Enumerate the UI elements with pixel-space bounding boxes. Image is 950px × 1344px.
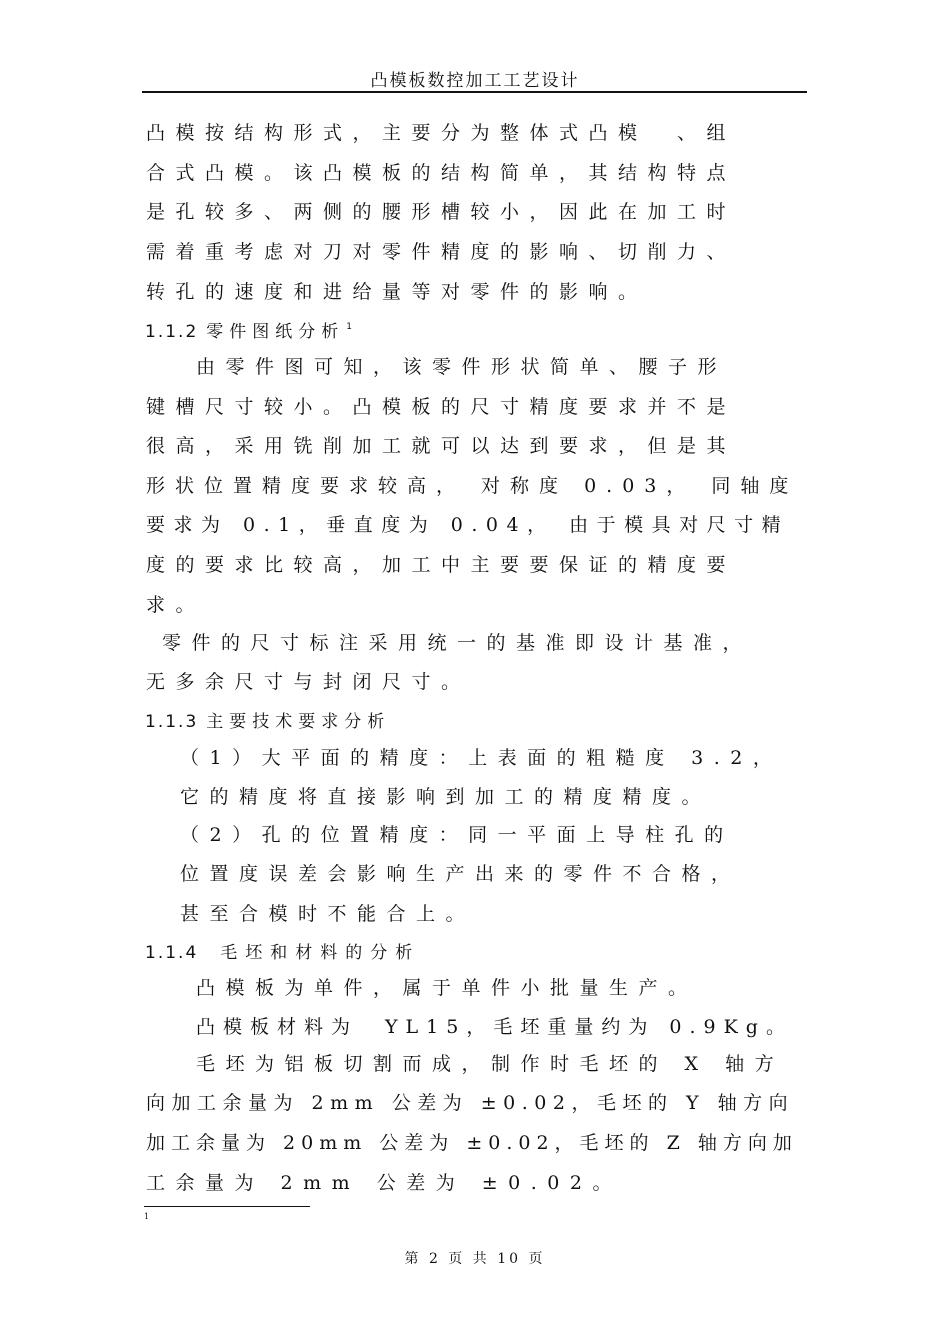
section-title: 零件图纸分析 (206, 322, 345, 342)
section-heading-1-1-3 (145, 707, 390, 732)
footnote-mark: 1 (144, 1212, 150, 1221)
body-line: 需着重考虑对刀对零件精度的影响、切削力、 (146, 241, 737, 263)
body-line: 无多余尺寸与封闭尺寸。 (146, 671, 471, 693)
body-line: 毛坯为铝板切割而成，制作时毛坯的 X 轴方 (196, 1053, 785, 1075)
body-line: 键槽尺寸较小。凸模板的尺寸精度要求并不是 (146, 396, 737, 418)
body-line: 求。 (146, 594, 206, 616)
body-line: 它的精度将直接影响到加工的精度精度。 (180, 786, 712, 808)
section-number: 1.1.3 (145, 712, 199, 732)
body-line: 加工余量为 20mm 公差为 ±0.02，毛坯的 Z 轴方向加 (146, 1132, 798, 1154)
section-title: 毛坯和材料的分析 (220, 943, 421, 963)
body-line: 度的要求比较高，加工中主要要保证的精度要 (146, 554, 737, 576)
body-line: （2）孔的位置精度：同一平面上导柱孔的 (180, 824, 734, 846)
body-line: 凸模按结构形式，主要分为整体式凸模 、组 (146, 122, 737, 144)
body-line: 由零件图可知，该零件形状简单、腰子形 (196, 356, 728, 378)
body-line: 很高，采用铣削加工就可以达到要求，但是其 (146, 435, 737, 457)
body-line: 向加工余量为 2mm 公差为 ±0.02，毛坯的 Y 轴方向 (146, 1092, 795, 1114)
body-line: 转孔的速度和进给量等对零件的影响。 (146, 281, 648, 303)
page-number: 第 2 页 共 10 页 (404, 1251, 546, 1267)
body-line: 位置度误差会影响生产出来的零件不合格， (180, 863, 741, 885)
footnote-reference: 1 (346, 322, 352, 332)
body-line: 合式凸模。该凸模板的结构简单，其结构特点 (146, 162, 737, 184)
section-heading-1-1-2 (145, 317, 352, 342)
body-line: 凸模板为单件，属于单件小批量生产。 (196, 977, 698, 999)
section-title: 主要技术要求分析 (206, 712, 391, 732)
body-line: 要求为 0.1，垂直度为 0.04， 由于模具对尺寸精 (146, 514, 790, 536)
section-number: 1.1.2 (145, 322, 199, 342)
body-line: 形状位置精度要求较高， 对称度 0.03， 同轴度 (146, 475, 799, 497)
section-number: 1.1.4 (145, 943, 199, 963)
body-line: 是孔较多、两侧的腰形槽较小，因此在加工时 (146, 201, 737, 223)
body-line: 工余量为 2mm 公差为 ±0.02。 (146, 1172, 622, 1194)
body-line: 凸模板材料为 YL15，毛坯重量约为 0.9Kg。 (196, 1016, 793, 1038)
footnote-divider (144, 1206, 310, 1207)
body-line: 零件的尺寸标注采用统一的基准即设计基准， (162, 632, 753, 654)
running-header-title: 凸模板数控加工工艺设计 (370, 71, 580, 91)
body-line: 甚至合模时不能合上。 (180, 903, 476, 925)
body-line: （1）大平面的精度：上表面的粗糙度 3.2， (180, 747, 783, 769)
section-heading-1-1-4 (145, 938, 420, 963)
header-divider (142, 91, 807, 93)
